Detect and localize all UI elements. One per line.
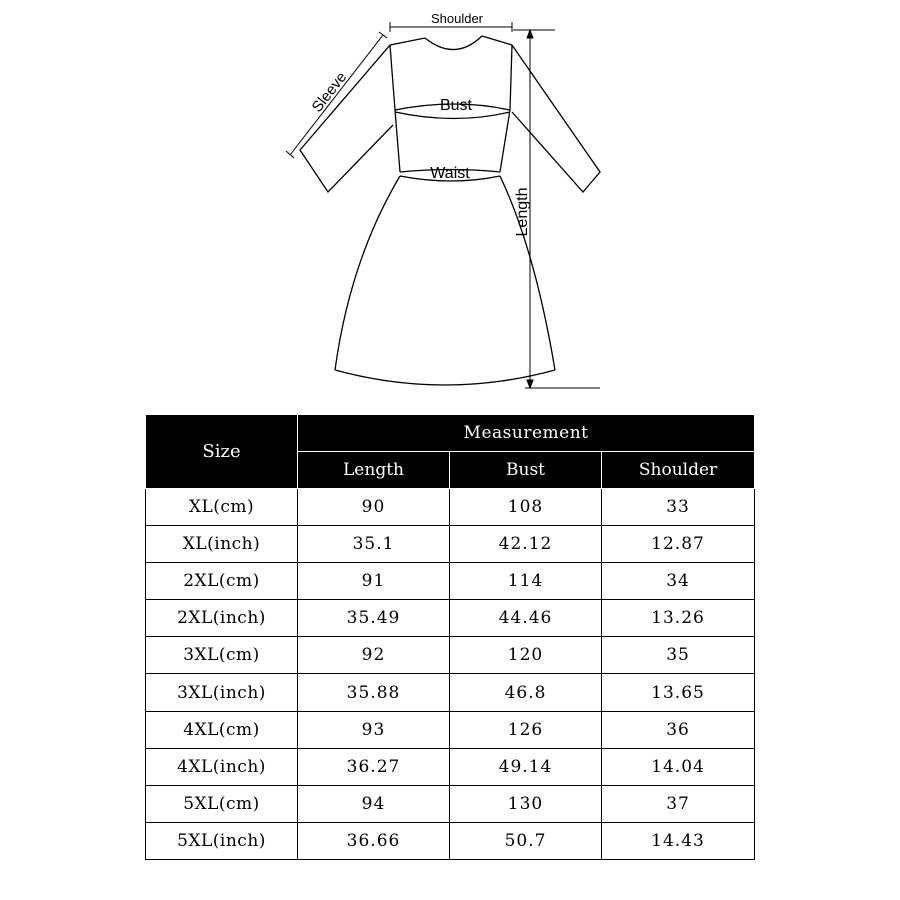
- size-cell: XL(cm): [146, 489, 298, 526]
- shoulder-cell: 14.04: [602, 748, 755, 785]
- shoulder-cell: 33: [602, 489, 755, 526]
- table-row: [146, 711, 755, 748]
- bust-cell: 114: [450, 563, 602, 600]
- length-cell: 92: [298, 637, 450, 674]
- measurement-group-header: Measurement: [298, 415, 755, 452]
- shoulder-cell: 37: [602, 785, 755, 822]
- bust-cell: 126: [450, 711, 602, 748]
- length-cell: 36.66: [298, 822, 450, 859]
- table-row: [146, 748, 755, 785]
- size-cell: 3XL(inch): [146, 674, 298, 711]
- shoulder-label: Shoulder: [430, 11, 484, 26]
- bust-column-header: Bust: [450, 452, 602, 489]
- size-cell: 2XL(cm): [146, 563, 298, 600]
- shoulder-column-header: Shoulder: [602, 452, 755, 489]
- bust-cell: 120: [450, 637, 602, 674]
- shoulder-cell: 12.87: [602, 526, 755, 563]
- shoulder-cell: 13.26: [602, 600, 755, 637]
- bust-cell: 46.8: [450, 674, 602, 711]
- bust-cell: 130: [450, 785, 602, 822]
- table-row: [146, 822, 755, 859]
- size-chart-table: [145, 414, 755, 860]
- bust-cell: 50.7: [450, 822, 602, 859]
- bust-cell: 49.14: [450, 748, 602, 785]
- shoulder-cell: 14.43: [602, 822, 755, 859]
- length-cell: 94: [298, 785, 450, 822]
- size-cell: 5XL(cm): [146, 785, 298, 822]
- size-cell: 3XL(cm): [146, 637, 298, 674]
- length-label: Length: [514, 187, 531, 237]
- bust-cell: 108: [450, 489, 602, 526]
- bust-label: Bust: [439, 97, 473, 114]
- size-column-header: Size: [146, 415, 298, 489]
- length-cell: 91: [298, 563, 450, 600]
- table-row: [146, 489, 755, 526]
- dress-outline-drawing: [0, 0, 900, 400]
- shoulder-cell: 35: [602, 637, 755, 674]
- table-row: [146, 563, 755, 600]
- table-row: [146, 674, 755, 711]
- length-cell: 90: [298, 489, 450, 526]
- size-cell: 4XL(cm): [146, 711, 298, 748]
- length-cell: 35.1: [298, 526, 450, 563]
- bust-cell: 44.46: [450, 600, 602, 637]
- waist-label: Waist: [430, 165, 470, 182]
- length-cell: 35.88: [298, 674, 450, 711]
- shoulder-cell: 13.65: [602, 674, 755, 711]
- length-cell: 35.49: [298, 600, 450, 637]
- table-row: [146, 637, 755, 674]
- table-row: [146, 600, 755, 637]
- table-row: [146, 785, 755, 822]
- bust-cell: 42.12: [450, 526, 602, 563]
- size-cell: 2XL(inch): [146, 600, 298, 637]
- length-column-header: Length: [298, 452, 450, 489]
- length-cell: 36.27: [298, 748, 450, 785]
- shoulder-cell: 34: [602, 563, 755, 600]
- size-cell: 5XL(inch): [146, 822, 298, 859]
- length-cell: 93: [298, 711, 450, 748]
- size-cell: 4XL(inch): [146, 748, 298, 785]
- size-cell: XL(inch): [146, 526, 298, 563]
- dress-diagram: [0, 0, 900, 400]
- table-row: [146, 526, 755, 563]
- sleeve-label: Sleeve: [308, 68, 351, 116]
- shoulder-cell: 36: [602, 711, 755, 748]
